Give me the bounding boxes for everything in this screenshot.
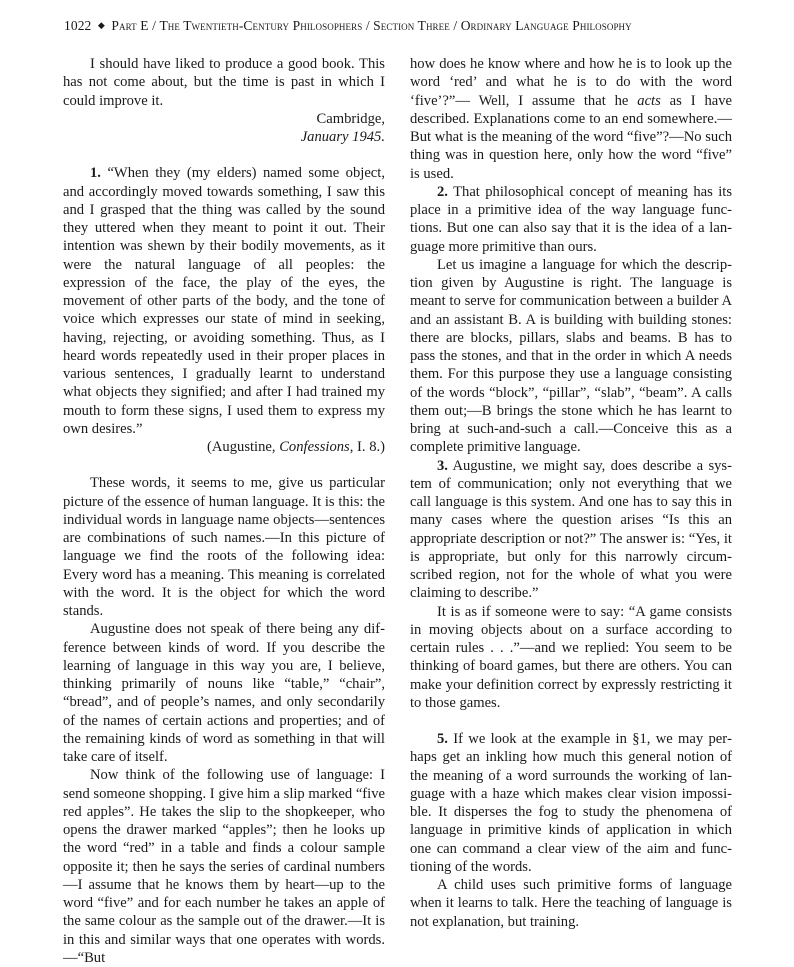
- section-5-paragraph: [410, 730, 732, 876]
- section-2-number: 2.: [437, 183, 448, 200]
- continued-text-b: as I have described. Explanations come to an end somewhere.—But what is the meaning of the word “five”?—No such thing was in question here, only how the word “five” is used.: [410, 92, 732, 182]
- preface-place: Cambridge,: [316, 110, 385, 127]
- section-2-text: That philosophical concept of meaning has its place in a primitive idea of the way language functions. But one can also say that it is the idea of a language more primitive than ours.: [410, 183, 732, 255]
- words-paragraph: These words, it seems to me, give us particular picture of the essence of human language. It is this: the individual words in language name objects—sentences are combinations of such names.—In this picture of language we find the roots of the following idea: Every word has a meaning. This meaning is correlated with the word. It is the object for which the word stands.: [63, 475, 385, 619]
- section-1-quote: [63, 164, 385, 438]
- child-paragraph: A child uses such primitive forms of language when it learns to talk. Here the teaching of language is not explanation, but training.: [410, 877, 732, 930]
- header-part: Part E: [111, 18, 149, 33]
- spacer: [63, 456, 385, 474]
- header-book-title: The Twentieth-Century Philosophers: [159, 18, 363, 33]
- section-5-text: If we look at the example in §1, we may perhaps get an inkling how much this general notion of the meaning of a word surrounds the working of language with a haze which makes clear vision impossible. It disperses the fog to study the phenomena of language in primitive kinds of application in which one can command a clear view of the aim and functioning of the words.: [410, 731, 732, 875]
- header-section: Section Three: [373, 18, 450, 33]
- preface-paragraph: I should have liked to produce a good book. This has not come about, but the time is past in which I could improve it.: [63, 56, 385, 109]
- section-3-text: Augustine, we might say, does describe a system of communication; only not everything that we call language is this system. And one has to say this in many cases where the question arises “Is this an appropriate description or not?” The answer is: “Yes, it is appropriate, but only for this narrowly circumscribed region, not for the whole of what you were claiming to describe.”: [410, 457, 732, 602]
- header-separator: /: [152, 18, 156, 33]
- header-chapter: Ordinary Language Philosophy: [460, 18, 632, 33]
- section-3-number: 3.: [437, 457, 448, 474]
- continued-emphasis: acts: [637, 92, 661, 109]
- section-3-paragraph: [410, 457, 732, 603]
- page-number: 1022: [64, 18, 92, 33]
- section-2-paragraph: [410, 183, 732, 256]
- game-paragraph: It is as if someone were to say: “A game consists in moving objects about on a surface according to certain rules . . .”—and we replied: You seem to be thinking of board games, but there are others. You can make your definition correct by expressly restricting it to those games.: [410, 603, 732, 711]
- shopping-paragraph: Now think of the following use of language: I send someone shopping. I give him a slip marked “five red apples”. He takes the slip to the shopkeeper, who opens the drawer marked “apples”; then he looks up the word “red” in a table and finds a colour sample opposite it; then he says the series of cardinal numbers—I assume that he knows them by heart—up to the word “five” and for each number he takes an apple of the same colour as the sample out of the drawer.—It is in this and similar ways that one operates with words.—“But: [63, 767, 385, 966]
- citation-title: Confessions: [279, 439, 350, 455]
- citation-close: , I. 8.): [349, 439, 385, 455]
- header-separator: /: [365, 18, 370, 33]
- augustine-paragraph: Augustine does not speak of there being any difference between kinds of word. If you describe the learning of language in this way you are, I believe, thinking primarily of nouns like “table,” “chair”, “bread”, and of people’s names, and only secondarily of the names of certain actions and properties; and of the remaining kinds of word as something in that will take care of itself.: [63, 621, 385, 765]
- left-column: [63, 55, 385, 967]
- citation-open: (Augustine,: [207, 439, 280, 455]
- citation: [63, 438, 385, 456]
- preface-date-text: January 1945.: [300, 129, 385, 145]
- spacer: [63, 146, 385, 164]
- section-5-number: 5.: [437, 731, 448, 747]
- right-column: [410, 55, 732, 931]
- running-header: [64, 18, 732, 38]
- continued-paragraph: [410, 55, 732, 183]
- continued-text-a: how does he know where and how he is to look up the word ‘red’ and what he is to do with the word ‘five’?”— Well, I assume that he: [410, 56, 732, 109]
- section-1-number: 1.: [90, 165, 101, 182]
- header-separator: /: [453, 18, 458, 33]
- preface-date: [63, 128, 385, 146]
- diamond-icon: ◆: [97, 20, 105, 30]
- builder-paragraph: Let us imagine a language for which the description given by Augustine is right. The language is meant to serve for communication between a builder A and an assistant B. A is building with building stones: there are blocks, pillars, slabs and beams. B has to pass the stones, and that in the order in which A needs them. For this purpose they use a language consisting of the words “block”, “pillar”, “slab”, “beam”. A calls them out;—B brings the stone which he has learnt to bring at such-and-such a call.—Conceive this as a complete primitive language.: [410, 256, 732, 456]
- section-1-text: “When they (my elders) named some object, and accordingly moved towards something, I saw this and I grasped that the thing was called by the sound they uttered when they meant to point it out. Their intention was shewn by their bodily movements, as it were the natural language of all peoples: the expression of the face, the play of the eyes, the movement of other parts of the body, and the tone of voice which expresses our state of mind in seeking, having, rejecting, or avoiding something. Thus, as I heard words repeatedly used in their proper places in various sentences, I gradually learnt to understand what objects they signified; and after I had trained my mouth to form these signs, I used them to express my own desires.”: [63, 165, 385, 437]
- spacer: [410, 712, 732, 730]
